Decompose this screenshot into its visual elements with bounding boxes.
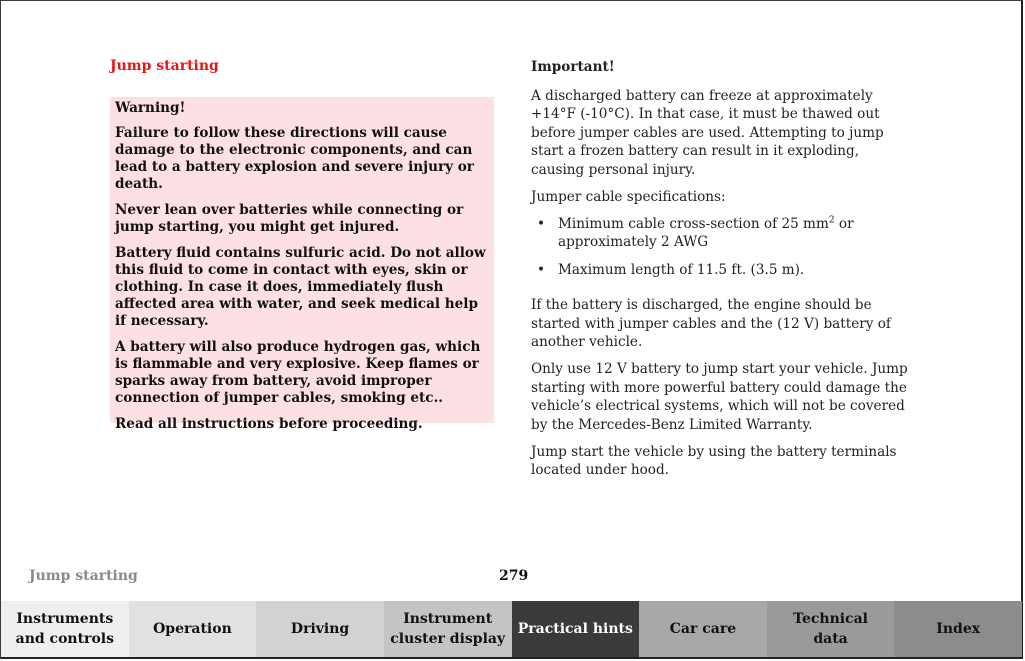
tab-label: Index [936,621,981,637]
warning-paragraph: Battery fluid contains sulfuric acid. Do not allow this fluid to come in contact with eyes, skin or clothing. In case it does, immediately flush affected area with water, and seek medical help if necessary. [115,245,486,329]
tab-label: Practical hints [517,621,633,637]
important-heading: Important! [531,59,615,75]
warning-box [110,97,494,432]
specs-label: Jumper cable specifications: [531,188,726,205]
tab-label: and controls [15,631,114,647]
important-paragraph: A discharged battery can freeze at approximately +14°F (-10°C). In that case, it must be thawed out before jumper cables are used. Attempting to jump start a frozen battery can result in it exploding, causing personal injury. [531,87,884,178]
section-title: Jump starting [110,58,219,74]
tab-label: Instruments [16,611,114,627]
tab-technical-data[interactable] [767,601,895,657]
specs-item-text: Maximum length of 11.5 ft. (3.5 m). [558,261,805,278]
superscript: 2 [828,214,835,225]
tab-index[interactable] [894,601,1022,657]
tab-label: cluster display [390,631,506,647]
chapter-tabs [1,601,1022,659]
tab-driving[interactable] [256,601,384,657]
tab-instruments-and-controls[interactable] [1,601,129,657]
footer-section-label: Jump starting [29,568,138,584]
warning-paragraph: Failure to follow these directions will cause damage to the electronic components, and can lead to a battery explosion and severe injury or death. [115,125,474,192]
tab-label: Technical [793,611,868,627]
tab-label: Operation [153,621,232,637]
tab-car-care[interactable] [639,601,767,657]
specs-item-text: Minimum cable cross-section of 25 mm [558,215,829,232]
bullet-icon: • [537,215,546,232]
tab-label: Driving [290,621,350,637]
body-paragraph: Only use 12 V battery to jump start your vehicle. Jump starting with more powerful battery could damage the vehicle’s electrical systems, which will not be covered by the Mercedes-Benz Limited Warranty. [531,361,908,433]
tab-label: data [813,631,848,647]
page-number: 279 [499,568,529,584]
tab-label: Car care [669,621,737,637]
warning-paragraph: Read all instructions before proceeding. [115,416,423,432]
body-paragraph: Jump start the vehicle by using the battery terminals located under hood. [531,443,897,478]
tab-practical-hints[interactable] [512,601,640,657]
body-paragraph: If the battery is discharged, the engine should be started with jumper cables and the (12 V) battery of another vehicle. [531,297,891,350]
bullet-icon: • [537,261,546,278]
warning-paragraph: A battery will also produce hydrogen gas, which is flammable and very explosive. Keep flames or sparks away from battery, avoid improper connection of jumper cables, smoking etc.. [115,339,481,406]
tab-instrument-cluster-display[interactable] [384,601,512,657]
tab-label: Instrument [403,611,493,627]
specs-list [531,215,916,280]
warning-paragraph: Never lean over batteries while connecting or jump starting, you might get injured. [115,202,464,235]
specs-item [531,261,916,280]
warning-heading: Warning! [115,100,186,116]
important-column [531,58,916,488]
specs-item-tail: or approximately 2 AWG [558,215,854,250]
specs-item [531,215,916,252]
tab-operation[interactable] [129,601,257,657]
